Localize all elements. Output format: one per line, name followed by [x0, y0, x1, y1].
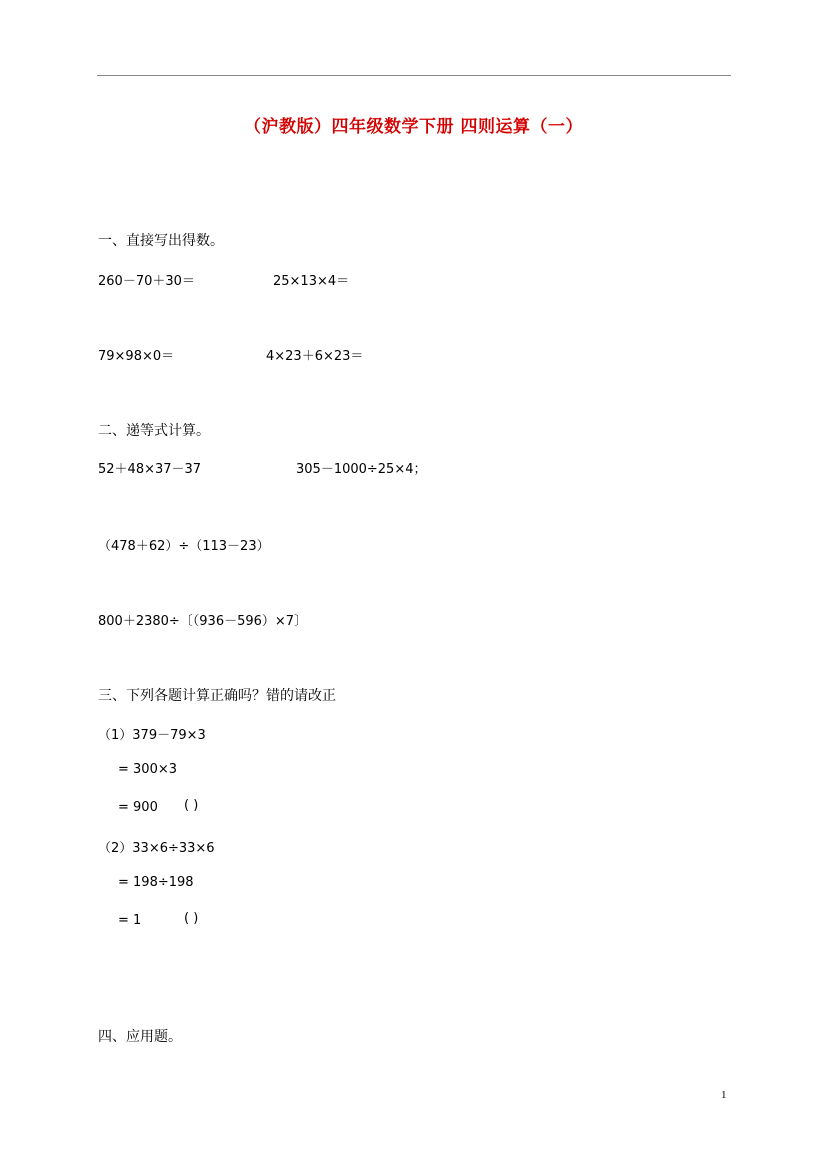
document-title: （沪教版）四年级数学下册 四则运算（一）	[244, 117, 583, 137]
problem-1-step-1: = 300×3	[118, 762, 178, 777]
section-4-heading: 四、应用题。	[98, 1029, 182, 1045]
problem-1-expression: （1）379－79×3	[98, 728, 206, 743]
page-number: 1	[721, 1089, 727, 1101]
problem-2-step-1: = 198÷198	[118, 875, 194, 890]
problem-1-step-2: = 900	[118, 800, 158, 815]
section-2-heading: 二、递等式计算。	[98, 423, 210, 439]
section-1-item-2: 25×13×4＝	[273, 274, 350, 289]
section-2-item-1: 52＋48×37－37	[98, 462, 202, 477]
problem-2-answer-blank[interactable]: ( )	[184, 911, 199, 926]
problem-2-step-2: = 1	[118, 913, 142, 928]
section-3-heading: 三、下列各题计算正确吗？错的请改正	[98, 688, 336, 704]
problem-2-expression: （2）33×6÷33×6	[98, 841, 215, 856]
header-rule	[97, 75, 731, 76]
section-2-item-2: 305－1000÷25×4；	[296, 462, 427, 477]
section-1-item-4: 4×23＋6×23＝	[266, 349, 364, 364]
section-1-item-1: 260－70＋30＝	[98, 274, 195, 289]
section-2-item-3: （478＋62）÷（113－23）	[98, 539, 270, 554]
section-1-item-3: 79×98×0＝	[98, 349, 175, 364]
section-1-heading: 一、直接写出得数。	[98, 233, 224, 249]
section-2-item-4: 800＋2380÷〔（936－596）×7〕	[98, 614, 308, 629]
problem-1-answer-blank[interactable]: ( )	[184, 798, 199, 813]
